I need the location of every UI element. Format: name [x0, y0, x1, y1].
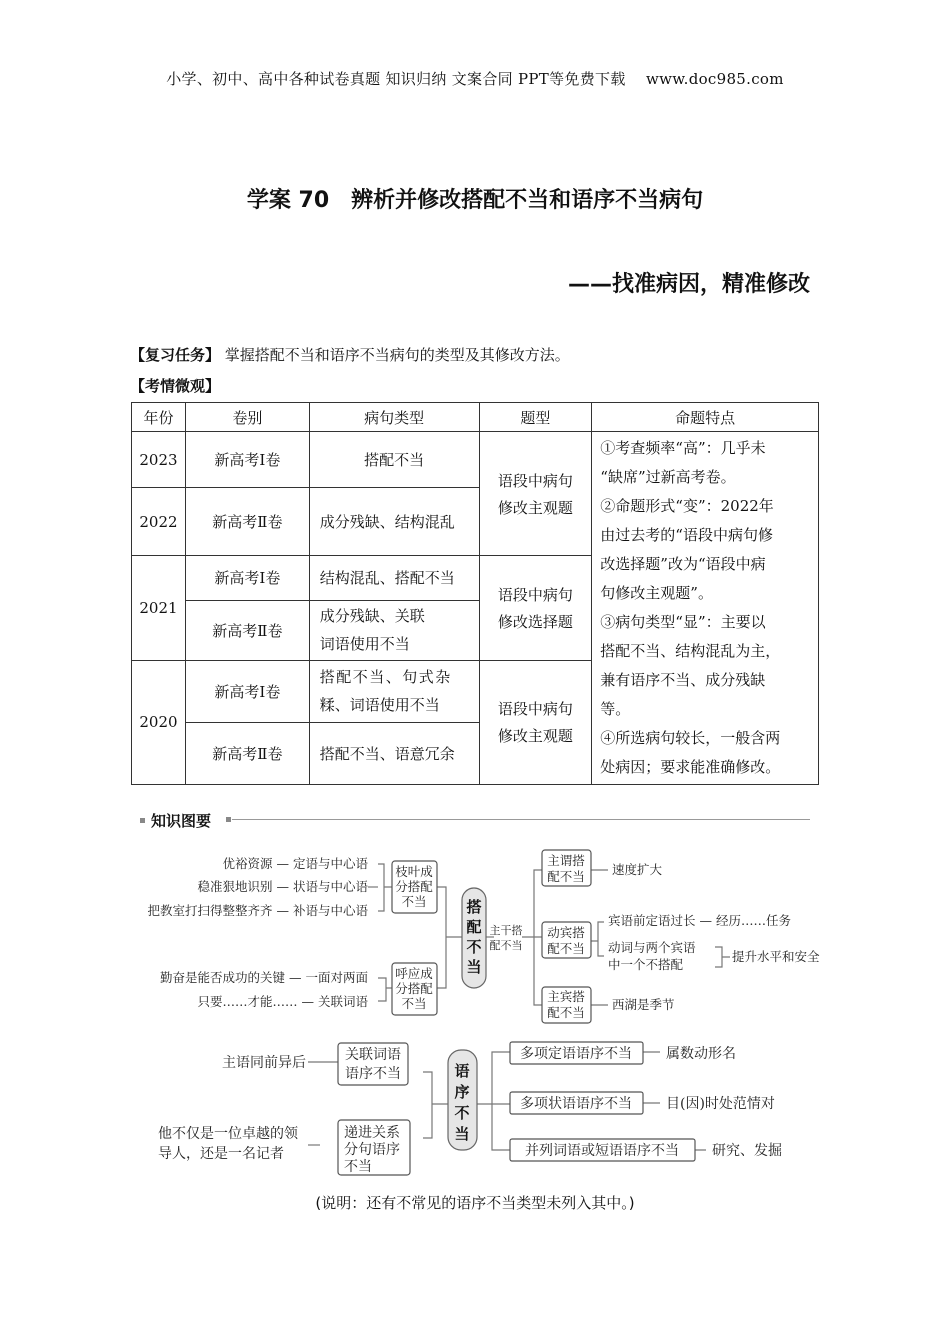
type-line: 搭配不当、句式杂: [319, 668, 452, 687]
box-line: 动宾搭: [547, 925, 585, 940]
paper-cell: 新高考Ⅰ卷: [185, 660, 309, 723]
example-text: 只要……才能…… — 关联词语: [197, 994, 368, 1009]
question-type-cell: [479, 432, 592, 556]
box-line: 主宾搭: [547, 989, 585, 1004]
example-text: 勤奋是能否成功的关键 — 一面对两面: [160, 970, 368, 985]
box-line: 主谓搭: [547, 853, 585, 868]
type-cell: [309, 660, 479, 723]
feature-line: ②命题形式“变”：2022年: [600, 497, 774, 515]
table-header-row: [132, 403, 819, 432]
question-type-line: 语段中病句: [497, 471, 573, 490]
type-line: 词语使用不当: [319, 635, 410, 653]
feature-line: 由过去考的“语段中病句修: [600, 526, 773, 544]
example-text: 稳准狠地识别 — 状语与中心语: [197, 879, 368, 894]
box-line: 递进关系: [344, 1125, 400, 1141]
box-line: 不当: [344, 1159, 372, 1175]
box-line: 配不当: [547, 869, 585, 884]
box-line: 不当: [401, 894, 427, 909]
page-header: 小学、初中、高中各种试卷真题 知识归纳 文案合同 PPT等免费下载 www.doc985.com: [166, 70, 784, 88]
feature-line: ①考查频率“高”：几乎未: [600, 439, 766, 457]
feature-line: 搭配不当、结构混乱为主，: [600, 642, 781, 660]
example-text: 优裕资源 — 定语与中心语: [222, 856, 368, 871]
note-text: (说明：还有不常见的语序不当类型未列入其中。): [315, 1194, 635, 1212]
exam-table: [131, 402, 819, 785]
type-cell: 成分残缺、结构混乱: [309, 488, 479, 556]
feature-line: 兼有语序不当、成分残缺: [600, 671, 766, 689]
paper-cell: 新高考Ⅰ卷: [185, 432, 309, 488]
box-line: 枝叶成: [395, 864, 433, 879]
type-line: 成分残缺、关联: [319, 607, 425, 625]
box-line: 分搭配: [395, 981, 433, 996]
type-cell: 结构混乱、搭配不当: [309, 556, 479, 601]
type-line: 糅、词语使用不当: [319, 696, 440, 715]
center-char: 语: [454, 1062, 470, 1080]
feature-line: ④所选病句较长，一般含两: [600, 729, 781, 747]
example-text: 属数动形名: [666, 1046, 736, 1062]
review-task: [130, 344, 570, 365]
paper-cell: 新高考Ⅰ卷: [185, 556, 309, 601]
year-cell: 2022: [132, 488, 186, 556]
example-text: 动词与两个宾语: [608, 940, 696, 955]
box-line: 关联词语: [345, 1047, 401, 1063]
type-cell: 搭配不当、语意冗余: [309, 723, 479, 785]
review-task-text: 掌握搭配不当和语序不当病句的类型及其修改方法。: [224, 346, 570, 364]
example-text: 宾语前定语过长 — 经历……任务: [608, 913, 791, 928]
type-cell: 搭配不当: [309, 432, 479, 488]
question-type-line: 修改选择题: [497, 612, 573, 631]
page-title: 学案 70 辨析并修改搭配不当和语序不当病句: [246, 188, 704, 213]
question-type-line: 语段中病句: [497, 700, 573, 719]
question-type-line: 修改主观题: [497, 727, 573, 746]
box-line: 呼应成: [395, 966, 433, 981]
box-line: 配不当: [547, 1005, 585, 1020]
example-text: 把教室打扫得整整齐齐 — 补语与中心语: [147, 903, 368, 918]
table-header: 题型: [479, 403, 592, 432]
example-text: 目(因)时处范情对: [666, 1096, 775, 1112]
year-cell: 2021: [132, 556, 186, 661]
box-line: 分搭配: [395, 879, 433, 894]
box-line: 多项定语语序不当: [520, 1046, 632, 1062]
example-text: 中一个不搭配: [608, 957, 684, 972]
question-type-cell: [479, 660, 592, 785]
year-cell: 2023: [132, 432, 186, 488]
knowledge-map-title: [140, 810, 211, 831]
example-text: 他不仅是一位卓越的领: [158, 1126, 298, 1142]
box-line: 不当: [401, 996, 427, 1011]
example-text: 西湖是季节: [612, 997, 675, 1012]
example-text: 研究、发掘: [712, 1143, 782, 1159]
paper-cell: 新高考Ⅱ卷: [185, 488, 309, 556]
type-cell: [309, 600, 479, 660]
paper-cell: 新高考Ⅱ卷: [185, 600, 309, 660]
knowledge-map-diagram: [130, 840, 820, 1180]
center-char: 当: [454, 1125, 470, 1143]
feature-line: 句修改主观题”。: [600, 584, 713, 602]
table-row: [132, 432, 819, 488]
question-type-line: 修改主观题: [497, 498, 573, 517]
center-char: 配: [466, 918, 482, 936]
feature-line: 改选择题”改为“语段中病: [600, 555, 766, 573]
example-text: 主语同前异后: [222, 1055, 306, 1071]
box-line: 语序不当: [345, 1066, 401, 1082]
feature-line: ③病句类型“显”：主要以: [600, 613, 766, 631]
center-char: 不: [466, 938, 482, 956]
square-bullet-icon: [226, 817, 231, 822]
page-subtitle: ——找准病因，精准修改: [567, 272, 810, 297]
question-type-line: 语段中病句: [497, 585, 573, 604]
features-cell: [592, 432, 819, 785]
example-text: 提升水平和安全: [732, 949, 820, 964]
year-cell: 2020: [132, 660, 186, 785]
trunk-label: 主干搭: [489, 924, 523, 937]
table-header: 卷别: [185, 403, 309, 432]
box-line: 配不当: [547, 941, 585, 956]
center-char: 搭: [466, 898, 482, 916]
center-char: 不: [454, 1104, 470, 1122]
feature-line: 等。: [600, 700, 631, 718]
square-bullet-icon: [140, 818, 145, 823]
exam-overview-label: 【考情微观】: [130, 377, 221, 395]
box-line: 多项状语语序不当: [520, 1096, 632, 1112]
feature-line: “缺席”过新高考卷。: [600, 468, 736, 486]
knowledge-map-title-text: 知识图要: [151, 812, 212, 830]
example-text: 导人，还是一名记者: [158, 1146, 284, 1162]
question-type-cell: [479, 556, 592, 661]
center-char: 序: [454, 1083, 470, 1101]
table-header: 年份: [132, 403, 186, 432]
box-line: 并列词语或短语语序不当: [525, 1143, 679, 1159]
example-text: 速度扩大: [612, 862, 663, 877]
feature-line: 处病因；要求能准确修改。: [600, 758, 781, 776]
table-header: 命题特点: [592, 403, 819, 432]
box-line: 分句语序: [344, 1142, 400, 1158]
center-char: 当: [466, 958, 482, 976]
divider: [232, 819, 810, 820]
review-task-label: 【复习任务】: [130, 346, 221, 364]
table-header: 病句类型: [309, 403, 479, 432]
paper-cell: 新高考Ⅱ卷: [185, 723, 309, 785]
trunk-label: 配不当: [489, 939, 523, 952]
